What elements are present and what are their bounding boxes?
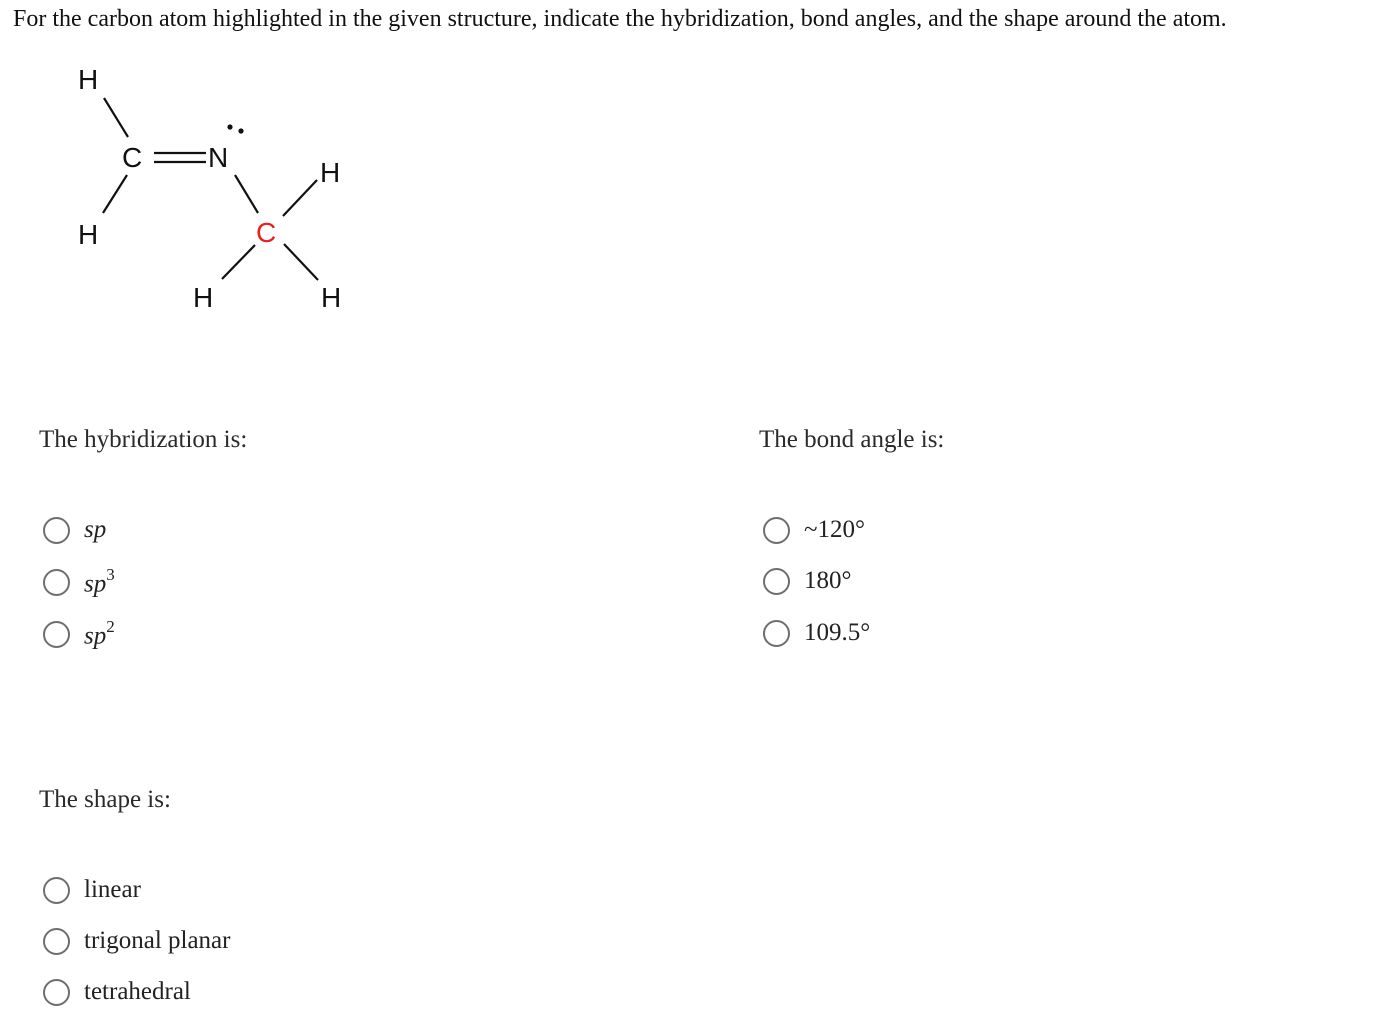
bond-angle-option-120[interactable] [763,516,865,544]
radio-button[interactable] [43,517,70,544]
lone-pair-dot-2 [238,128,243,133]
atom-h-bottom-mid: H [193,282,214,313]
atom-h-top-left: H [78,64,99,95]
atom-c-highlighted: C [256,217,277,248]
atom-c-left: C [122,142,143,173]
molecule-structure [0,0,400,330]
option-label: $sp^3$ [84,565,115,598]
radio-button[interactable] [43,979,70,1006]
hybridization-title: The hybridization is: [39,426,248,453]
option-label: ~120° [804,516,866,543]
radio-button[interactable] [43,621,70,648]
radio-button[interactable] [763,517,790,544]
question-text: For the carbon atom highlighted in the given structure, indicate the hybridization, bond angles, and the shape around the atom. [13,6,1227,32]
hybridization-option-sp[interactable] [43,516,106,544]
bond-c-h-bottom-right [284,244,318,280]
bond-h-c-bottom [103,175,127,213]
bond-angle-option-109-5[interactable] [763,619,870,647]
shape-title: The shape is: [39,786,171,813]
bond-angle-option-180[interactable] [763,567,852,595]
lone-pair-dot-1 [227,124,232,129]
option-label: 180° [804,567,852,594]
option-label: sp [84,516,107,543]
shape-option-trigonal-planar[interactable] [43,927,230,955]
atom-h-bottom-right: H [321,282,342,313]
radio-button[interactable] [763,620,790,647]
shape-option-linear[interactable] [43,876,141,904]
bond-n-c [235,175,258,213]
bond-c-h-top-right [283,180,317,216]
radio-button[interactable] [43,928,70,955]
option-label: $sp^2$ [84,617,115,650]
bond-angle-title: The bond angle is: [759,426,945,453]
shape-option-tetrahedral[interactable] [43,978,191,1006]
atom-h-top-right: H [320,157,341,188]
option-label: trigonal planar [84,927,231,954]
atom-h-bottom-left: H [78,219,99,250]
radio-button[interactable] [763,568,790,595]
radio-button[interactable] [43,569,70,596]
bond-c-h-bottom-mid [222,245,255,279]
atom-n: N [208,142,229,173]
option-label: linear [84,876,141,903]
hybridization-option-sp2[interactable] [43,619,115,650]
hybridization-option-sp3[interactable] [43,567,115,598]
option-label: tetrahedral [84,978,191,1005]
bond-h-c-top [104,98,128,137]
radio-button[interactable] [43,877,70,904]
option-label: 109.5° [804,619,871,646]
